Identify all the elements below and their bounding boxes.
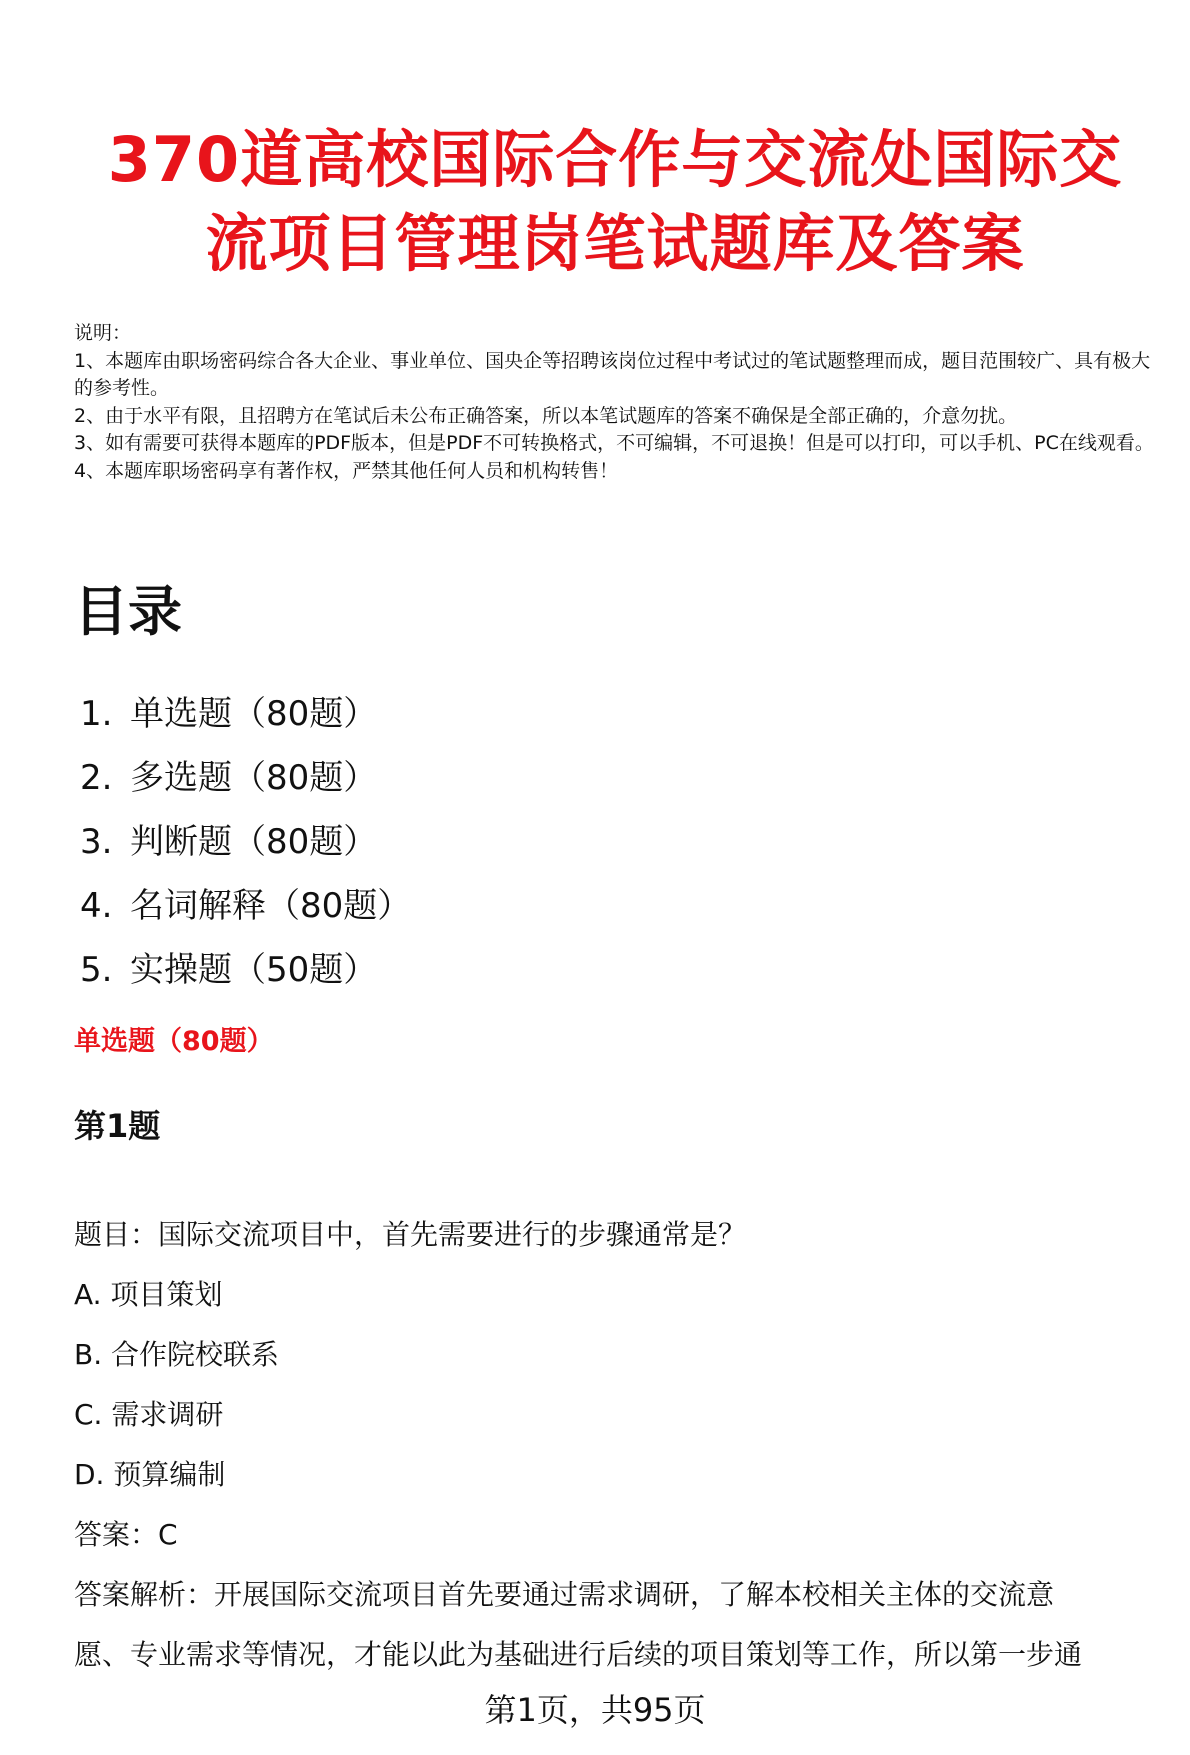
option-c: C. 需求调研 [74,1398,224,1431]
toc-item-number: 1. [80,694,113,734]
instruction-item: 3、如有需要可获得本题库的PDF版本，但是PDF不可转换格式，不可编辑，不可退换！但是可以打印，可以手机、PC在线观看。 [74,432,1154,454]
toc-item-number: 2. [80,758,113,798]
section-title: 单选题（80题） [74,1026,274,1057]
document-title [60,118,1170,286]
toc-item-term-explanation[interactable] [80,874,411,938]
instruction-item: 2、由于水平有限，且招聘方在笔试后未公布正确答案，所以本笔试题库的答案不确保是全部正确的，介意勿扰。 [74,404,1018,427]
answer-text: 答案：C [74,1518,178,1551]
option-b: B. 合作院校联系 [74,1338,280,1371]
toc-item-practical[interactable] [80,938,411,1002]
instruction-item: 1、本题库由职场密码综合各大企业、事业单位、国央企等招聘该岗位过程中考试过的笔试题整理而成，题目范围较广、具有极大的参考性。 [74,349,1151,399]
toc-item-number: 5. [80,950,113,990]
instructions-heading: 说明： [74,322,132,344]
toc-heading: 目录 [74,580,182,643]
answer-analysis-line-1: 答案解析：开展国际交流项目首先要通过需求调研，了解本校相关主体的交流意 [74,1578,1055,1611]
toc-item-single-choice[interactable] [80,682,411,746]
toc-item-label: 多选题（80题） [130,758,378,798]
toc-item-number: 4. [80,886,113,926]
option-a: A. 项目策划 [74,1278,223,1311]
instructions-block [74,320,1154,485]
toc-item-label: 实操题（50题） [130,950,378,990]
question-body [74,1205,1164,1685]
toc-item-multiple-choice[interactable] [80,746,411,810]
title-line-2: 流项目管理岗笔试题库及答案 [205,207,1025,280]
toc-item-label: 判断题（80题） [130,822,378,862]
question-stem: 题目：国际交流项目中，首先需要进行的步骤通常是？ [74,1218,747,1251]
option-d: D. 预算编制 [74,1458,226,1491]
question-title: 第1题 [74,1107,161,1145]
title-line-1: 370道高校国际合作与交流处国际交 [107,123,1123,196]
answer-analysis-line-2: 愿、专业需求等情况，才能以此为基础进行后续的项目策划等工作，所以第一步通 [74,1638,1083,1671]
toc-item-label: 名词解释（80题） [130,886,412,926]
toc-item-true-false[interactable] [80,810,411,874]
page-footer: 第1页，共95页 [484,1691,706,1729]
toc-item-number: 3. [80,822,113,862]
toc-item-label: 单选题（80题） [130,694,378,734]
toc-list [80,682,411,1002]
instruction-item: 4、本题库职场密码享有著作权，严禁其他任何人员和机构转售！ [74,459,619,482]
